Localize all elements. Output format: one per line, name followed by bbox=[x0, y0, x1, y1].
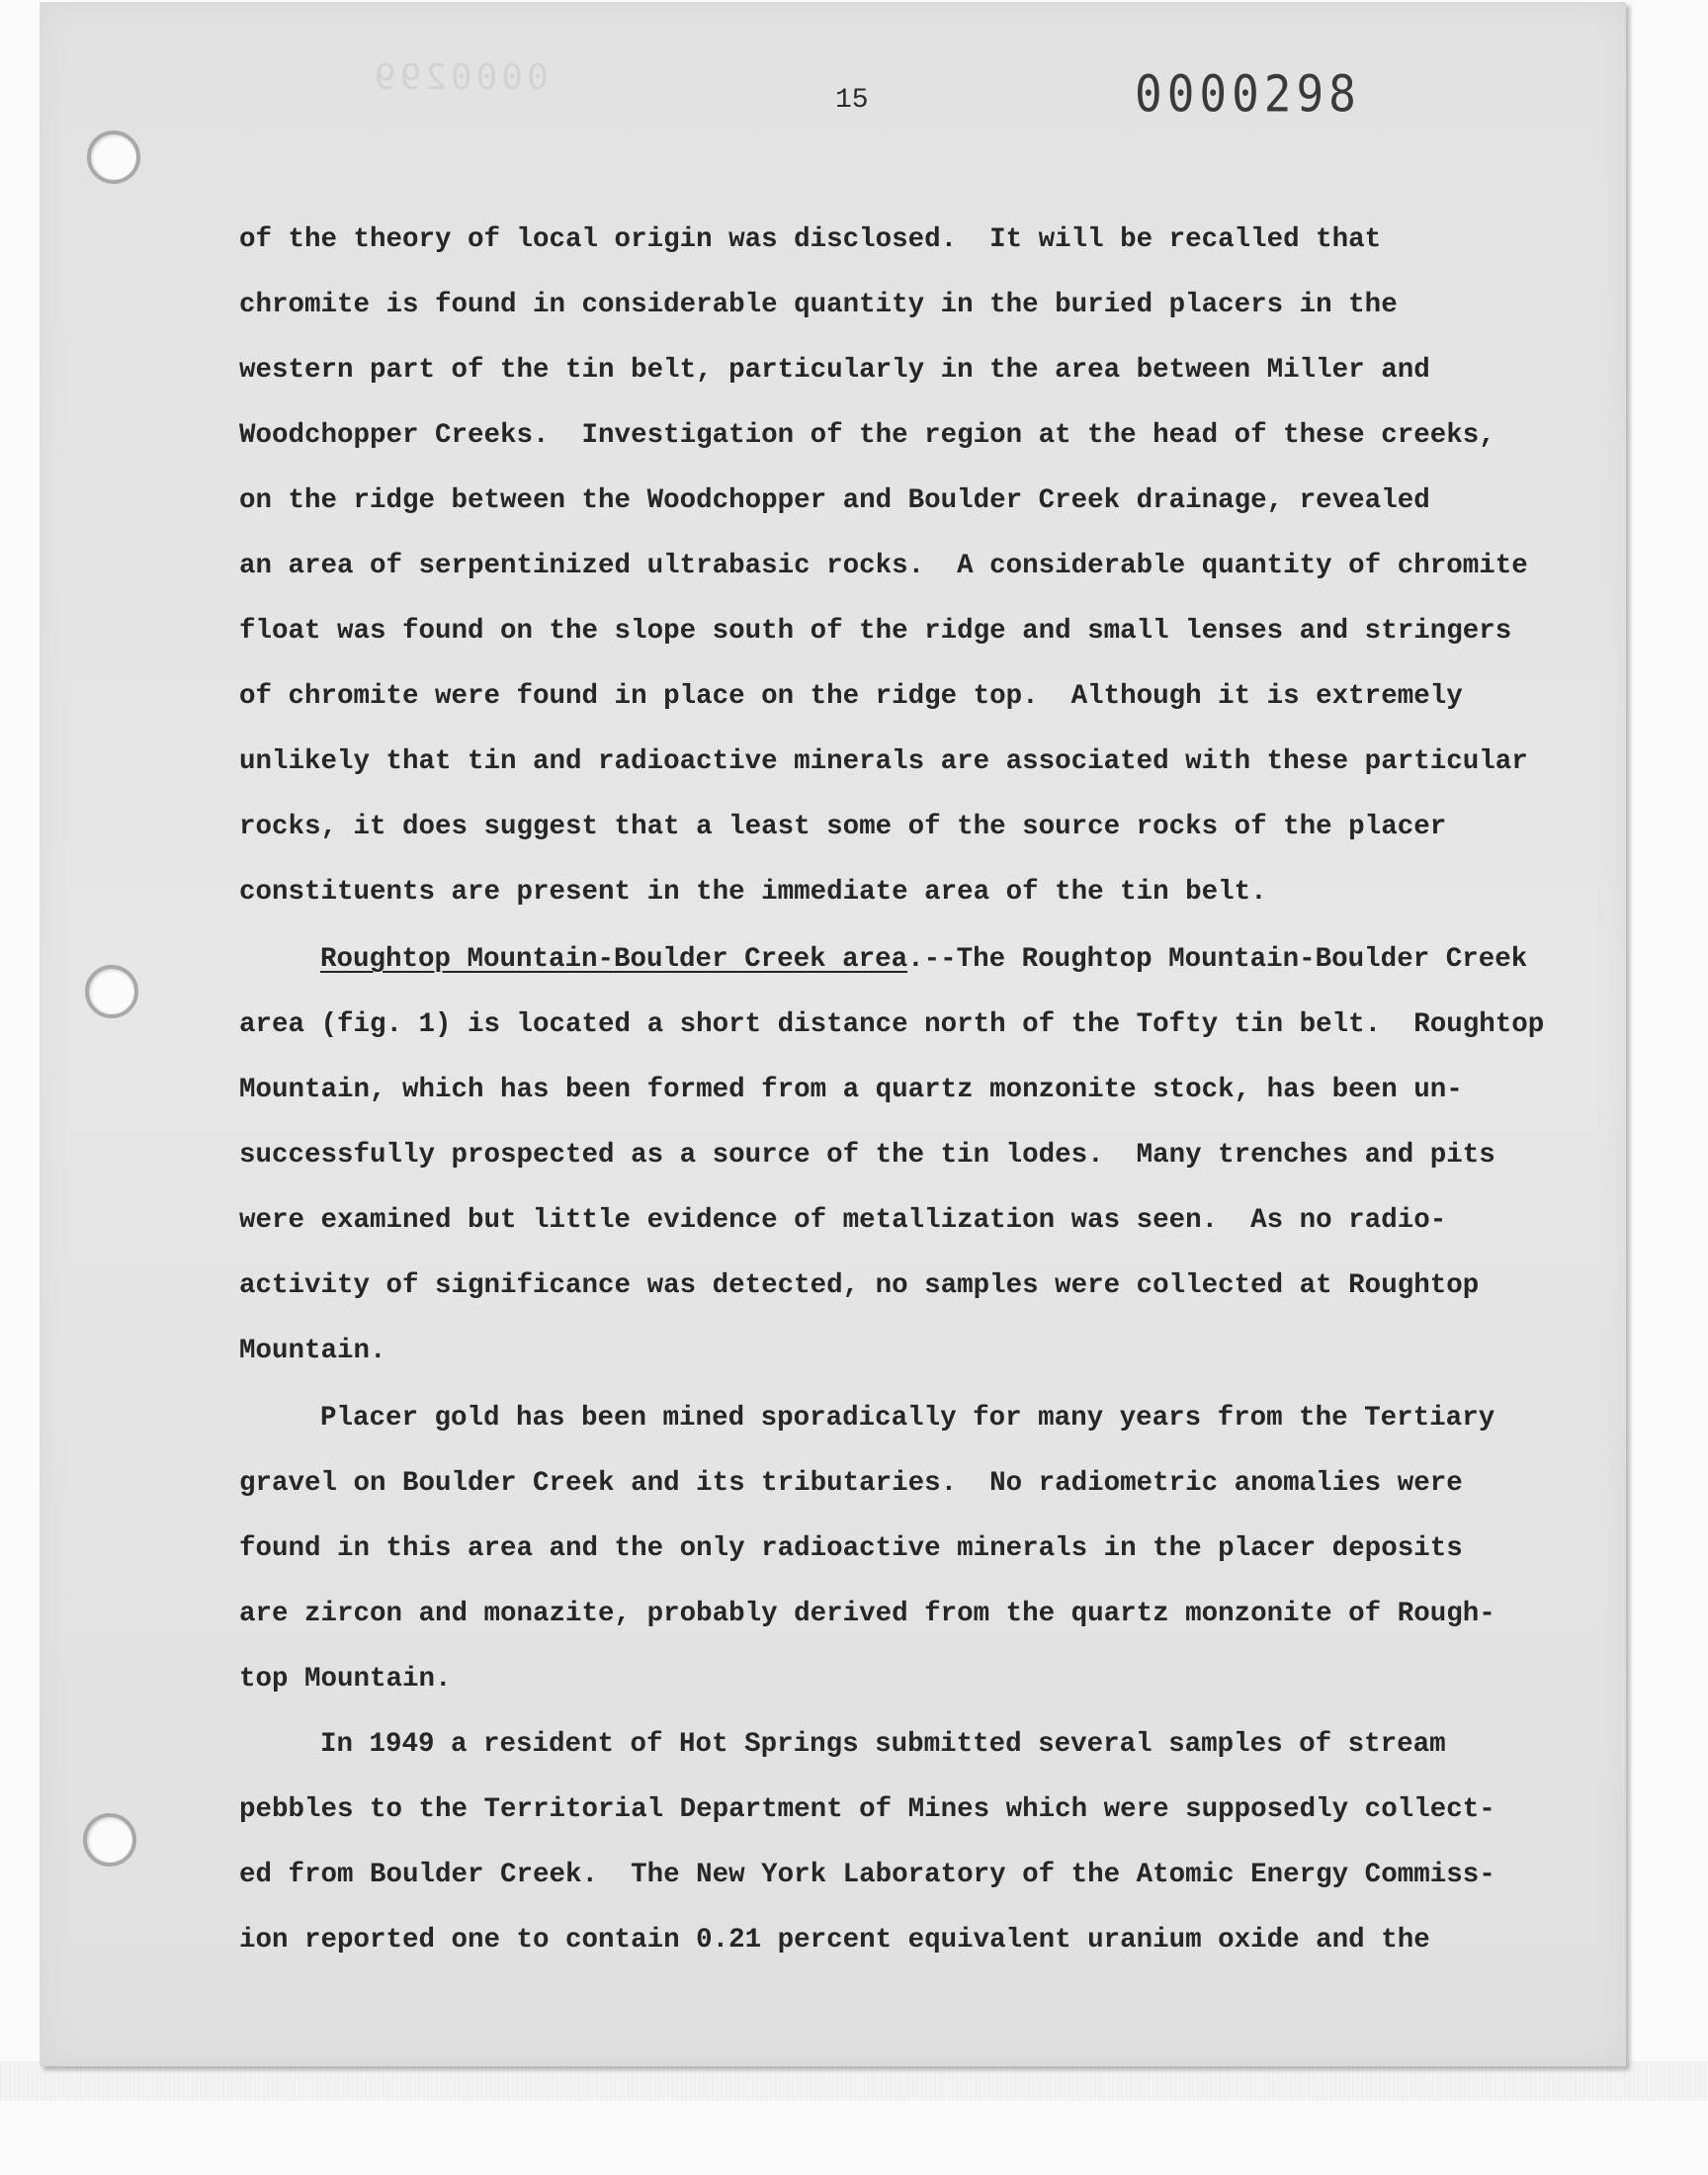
text-line: an area of serpentinized ultrabasic rocks. A considerable quantity of chromite bbox=[239, 551, 1528, 581]
text-line: top Mountain. bbox=[239, 1664, 452, 1695]
text-line: gravel on Boulder Creek and its tributaries. No radiometric anomalies were bbox=[239, 1468, 1463, 1499]
section-heading-line bbox=[320, 946, 1527, 974]
text-line: of chromite were found in place on the ridge top. Although it is extremely bbox=[239, 681, 1463, 712]
text-line: unlikely that tin and radioactive minerals are associated with these particular bbox=[239, 746, 1528, 777]
document-stamp-number: 0000298 bbox=[1135, 64, 1361, 124]
text-line: pebbles to the Territorial Department of Mines which were supposedly collect- bbox=[239, 1794, 1495, 1825]
bleed-through-number: 0000299 bbox=[371, 57, 549, 98]
page-number: 15 bbox=[835, 85, 869, 116]
text-line: of the theory of local origin was disclosed. It will be recalled that bbox=[239, 224, 1382, 255]
text-line: .--The Roughtop Mountain-Boulder Creek bbox=[907, 944, 1528, 975]
text-line: found in this area and the only radioactive minerals in the placer deposits bbox=[239, 1533, 1463, 1564]
text-line: float was found on the slope south of the ridge and small lenses and stringers bbox=[239, 616, 1512, 647]
text-line: area (fig. 1) is located a short distance north of the Tofty tin belt. Roughtop bbox=[239, 1009, 1545, 1040]
punch-hole-middle bbox=[85, 965, 138, 1018]
text-line: Mountain, which has been formed from a quartz monzonite stock, has been un- bbox=[239, 1075, 1463, 1105]
section-heading: Roughtop Mountain-Boulder Creek area bbox=[320, 944, 908, 975]
text-line: on the ridge between the Woodchopper and Boulder Creek drainage, revealed bbox=[239, 485, 1430, 516]
text-line: were examined but little evidence of metallization was seen. As no radio- bbox=[239, 1205, 1447, 1236]
text-line: In 1949 a resident of Hot Springs submitted several samples of stream bbox=[320, 1729, 1446, 1760]
text-line: Mountain. bbox=[239, 1336, 386, 1366]
text-line: Placer gold has been mined sporadically for many years from the Tertiary bbox=[320, 1403, 1495, 1434]
text-line: are zircon and monazite, probably derived from the quartz monzonite of Rough- bbox=[239, 1599, 1495, 1629]
text-line: Woodchopper Creeks. Investigation of the region at the head of these creeks, bbox=[239, 420, 1495, 451]
text-line: chromite is found in considerable quantity in the buried placers in the bbox=[239, 290, 1398, 320]
text-line: rocks, it does suggest that a least some of the source rocks of the placer bbox=[239, 812, 1447, 842]
punch-hole-top bbox=[87, 130, 140, 184]
text-line: western part of the tin belt, particularly in the area between Miller and bbox=[239, 355, 1430, 386]
text-line: ed from Boulder Creek. The New York Laboratory of the Atomic Energy Commiss- bbox=[239, 1860, 1495, 1890]
punch-hole-bottom bbox=[83, 1813, 136, 1867]
text-line: constituents are present in the immediate area of the tin belt. bbox=[239, 877, 1267, 908]
text-line: activity of significance was detected, no samples were collected at Roughtop bbox=[239, 1270, 1480, 1301]
scanner-edge-strip bbox=[0, 2061, 1708, 2101]
text-line: ion reported one to contain 0.21 percent equivalent uranium oxide and the bbox=[239, 1925, 1430, 1956]
text-line: successfully prospected as a source of the tin lodes. Many trenches and pits bbox=[239, 1140, 1495, 1171]
